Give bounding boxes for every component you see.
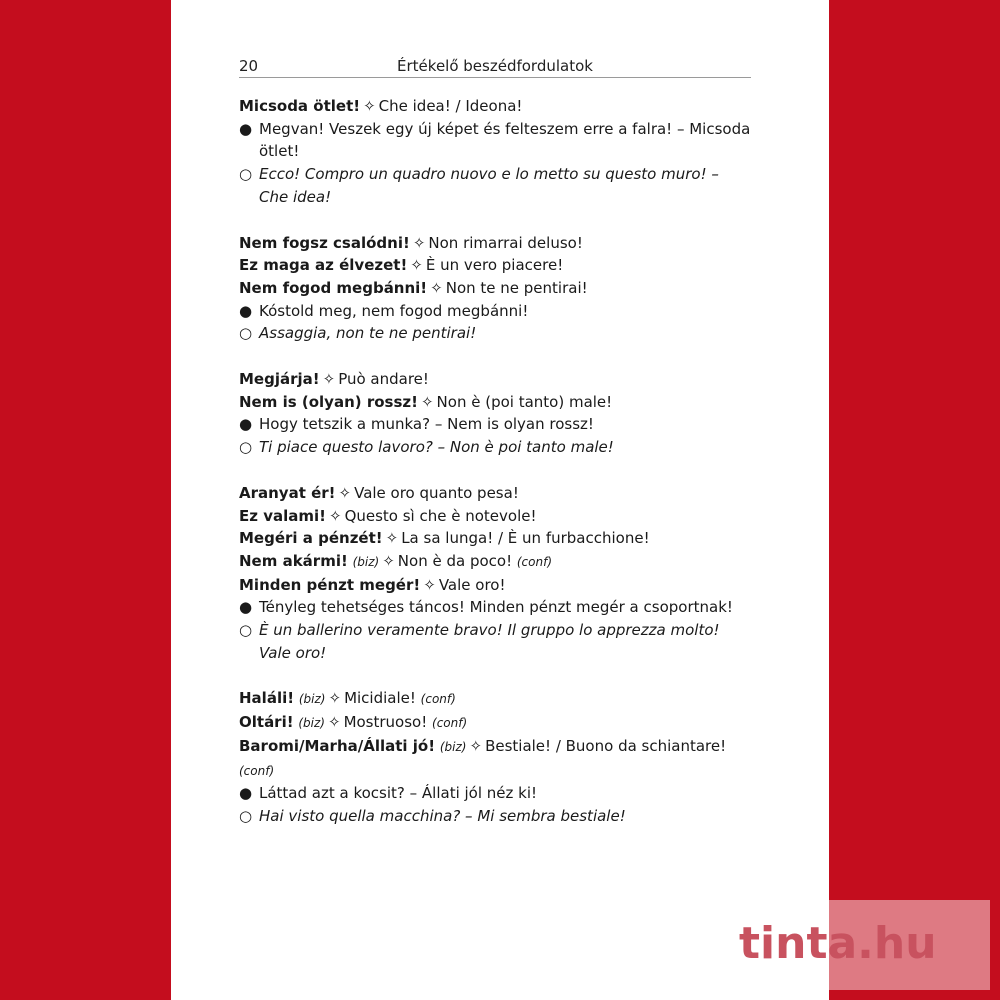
open-bullet-icon: ○ bbox=[239, 806, 253, 825]
hungarian-phrase: Micsoda ötlet! bbox=[239, 97, 361, 115]
register-tag: (conf) bbox=[432, 716, 468, 731]
register-tag: (conf) bbox=[420, 692, 456, 707]
example-text: Kóstold meg, nem fogod megbánni! bbox=[259, 301, 529, 320]
example-text: Hogy tetszik a munka? – Nem is olyan rossz! bbox=[259, 415, 594, 434]
hungarian-phrase: Aranyat ér! bbox=[239, 483, 336, 502]
italian-phrase: Vale oro quanto pesa! bbox=[354, 483, 519, 502]
example-text: Assaggia, non te ne pentirai! bbox=[259, 324, 477, 343]
filled-bullet-icon: ● bbox=[239, 784, 253, 803]
italian-phrase: Non è (poi tanto) male! bbox=[436, 392, 613, 411]
example-text: È un ballerino veramente bravo! Il gruppo lo apprezza molto! Vale oro! bbox=[259, 621, 720, 662]
italian-phrase: Può andare! bbox=[338, 370, 429, 389]
hungarian-phrase: Nem fogod megbánni! bbox=[239, 278, 428, 297]
hungarian-phrase: Ez maga az élvezet! bbox=[239, 256, 408, 275]
example-italian bbox=[239, 436, 751, 459]
filled-bullet-icon: ● bbox=[239, 415, 253, 434]
example-text: Hai visto quella macchina? – Mi sembra bestiale! bbox=[259, 806, 626, 825]
register-tag: (biz) bbox=[439, 739, 467, 754]
italian-phrase: Bestiale! / Buono da schiantare! bbox=[485, 736, 727, 755]
open-bullet-icon: ○ bbox=[239, 165, 253, 184]
equivalence-icon: ✧ bbox=[338, 483, 352, 502]
phrase-line bbox=[239, 368, 751, 391]
hungarian-phrase: Nem fogsz csalódni! bbox=[239, 233, 410, 252]
watermark-logo bbox=[739, 900, 990, 990]
filled-bullet-icon: ● bbox=[239, 301, 253, 320]
phrase-line bbox=[239, 527, 751, 550]
example-hungarian bbox=[239, 118, 751, 163]
phrase-entry bbox=[239, 368, 751, 459]
register-tag: (biz) bbox=[352, 554, 380, 569]
phrase-line bbox=[239, 391, 751, 414]
equivalence-icon: ✧ bbox=[327, 713, 341, 732]
example-hungarian bbox=[239, 596, 751, 619]
phrase-entry bbox=[239, 482, 751, 665]
hungarian-phrase: Minden pénzt megér! bbox=[239, 575, 421, 594]
italian-phrase: Vale oro! bbox=[438, 575, 506, 594]
italian-phrase: Che idea! / Ideona! bbox=[378, 97, 523, 115]
italian-phrase: Non te ne pentirai! bbox=[445, 278, 588, 297]
italian-phrase: Micidiale! bbox=[344, 689, 416, 708]
hungarian-phrase: Megéri a pénzét! bbox=[239, 529, 383, 548]
equivalence-icon: ✧ bbox=[382, 551, 395, 570]
equivalence-icon: ✧ bbox=[385, 529, 399, 548]
equivalence-icon: ✧ bbox=[322, 370, 336, 389]
phrase-line bbox=[239, 711, 751, 735]
filled-bullet-icon: ● bbox=[239, 119, 253, 138]
register-tag: (biz) bbox=[298, 692, 326, 707]
example-italian bbox=[239, 619, 751, 664]
hungarian-phrase: Baromi/Marha/Állati jó! bbox=[239, 736, 436, 755]
equivalence-icon: ✧ bbox=[410, 256, 423, 275]
hungarian-phrase: Ez valami! bbox=[239, 506, 326, 525]
phrase-line bbox=[239, 277, 751, 300]
phrase-line bbox=[239, 505, 751, 528]
phrase-line bbox=[239, 735, 751, 782]
example-text: Tényleg tehetséges táncos! Minden pénzt megér a csoportnak! bbox=[259, 598, 733, 617]
phrase-line bbox=[239, 254, 751, 277]
italian-phrase: Non è da poco! bbox=[397, 551, 513, 570]
hungarian-phrase: Megjárja! bbox=[239, 370, 320, 389]
page-number: 20 bbox=[239, 57, 259, 75]
example-hungarian bbox=[239, 782, 751, 805]
book-page bbox=[171, 0, 829, 1000]
equivalence-icon: ✧ bbox=[328, 506, 342, 525]
phrase-line bbox=[239, 574, 751, 597]
italian-phrase: È un vero piacere! bbox=[425, 256, 564, 275]
equivalence-icon: ✧ bbox=[423, 575, 436, 594]
equivalence-icon: ✧ bbox=[363, 97, 376, 115]
example-italian bbox=[239, 805, 751, 828]
equivalence-icon: ✧ bbox=[420, 392, 434, 411]
phrase-entry bbox=[239, 687, 751, 827]
register-tag: (conf) bbox=[516, 554, 553, 569]
italian-phrase: Questo sì che è notevole! bbox=[344, 506, 537, 525]
hungarian-phrase: Nem akármi! bbox=[239, 551, 348, 570]
equivalence-icon: ✧ bbox=[430, 278, 443, 297]
phrase-line bbox=[239, 550, 751, 574]
hungarian-phrase: Nem is (olyan) rossz! bbox=[239, 392, 418, 411]
phrase-line bbox=[239, 687, 751, 711]
watermark-text: tinta.hu bbox=[739, 918, 937, 969]
phrase-line bbox=[239, 95, 751, 118]
filled-bullet-icon: ● bbox=[239, 598, 253, 617]
register-tag: (conf) bbox=[239, 763, 275, 778]
hungarian-phrase: Oltári! bbox=[239, 713, 294, 732]
phrase-line bbox=[239, 232, 751, 255]
example-text: Megvan! Veszek egy új képet és felteszem erre a falra! – Micsoda ötlet! bbox=[259, 119, 751, 161]
open-bullet-icon: ○ bbox=[239, 438, 253, 457]
phrase-entry bbox=[239, 95, 751, 209]
phrase-entry bbox=[239, 232, 751, 346]
example-text: Ti piace questo lavoro? – Non è poi tanto male! bbox=[259, 438, 614, 457]
running-title: Értékelő beszédfordulatok bbox=[397, 57, 593, 75]
example-text: Láttad azt a kocsit? – Állati jól néz ki! bbox=[259, 784, 538, 803]
example-hungarian bbox=[239, 413, 751, 436]
open-bullet-icon: ○ bbox=[239, 324, 253, 343]
page-content bbox=[239, 95, 751, 851]
example-italian bbox=[239, 163, 751, 208]
phrase-line bbox=[239, 482, 751, 505]
example-text: Ecco! Compro un quadro nuovo e lo metto su questo muro! – Che idea! bbox=[259, 165, 719, 206]
equivalence-icon: ✧ bbox=[412, 233, 426, 252]
page-header bbox=[239, 55, 751, 78]
open-bullet-icon: ○ bbox=[239, 621, 253, 640]
italian-phrase: Non rimarrai deluso! bbox=[428, 233, 583, 252]
example-italian bbox=[239, 322, 751, 345]
equivalence-icon: ✧ bbox=[328, 689, 342, 708]
italian-phrase: La sa lunga! / È un furbacchione! bbox=[401, 529, 650, 548]
register-tag: (biz) bbox=[298, 716, 325, 731]
equivalence-icon: ✧ bbox=[469, 736, 483, 755]
example-hungarian bbox=[239, 300, 751, 323]
italian-phrase: Mostruoso! bbox=[343, 713, 428, 732]
hungarian-phrase: Haláli! bbox=[239, 689, 295, 708]
